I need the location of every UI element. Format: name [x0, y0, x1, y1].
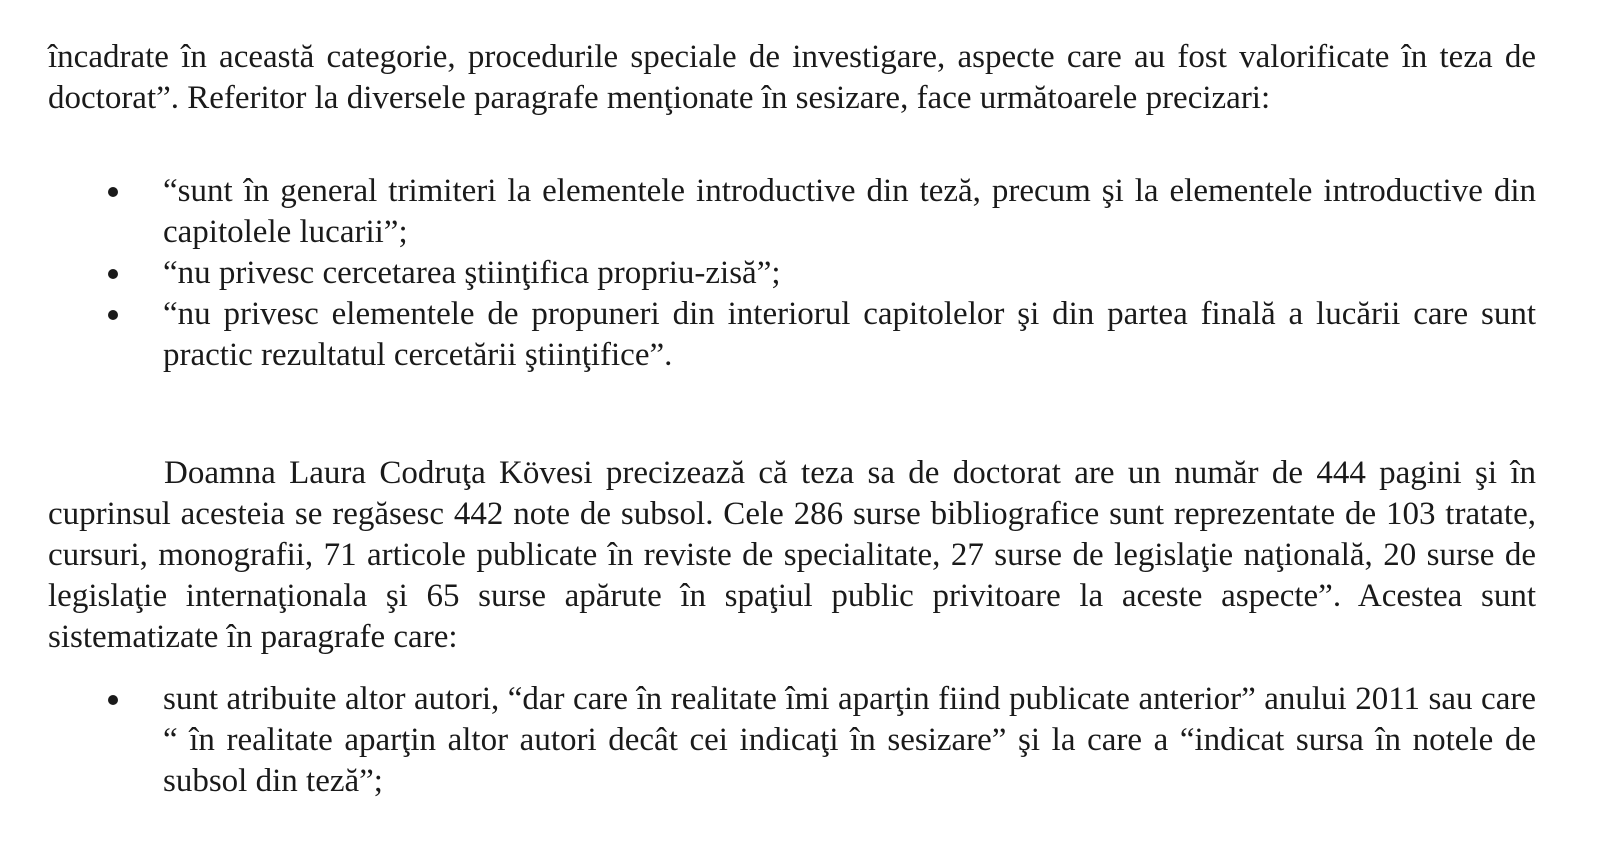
bullet-icon: [108, 695, 118, 705]
bullet-icon: [108, 269, 118, 279]
bullet-icon: [108, 187, 118, 197]
bullet-icon: [108, 310, 118, 320]
list-item: [0, 171, 1536, 253]
paragraph-procedures: încadrate în această categorie, procedurile speciale de investigare, aspecte care au fost valorificate în teza de doctorat”. Referitor la diversele paragrafe menţionate în sesizare, face următoarele precizari:: [48, 39, 1536, 116]
list-item: [0, 253, 1536, 294]
paragraph-thesis-statistics: Doamna Laura Codruţa Kövesi precizează că teza sa de doctorat are un număr de 444 pagini şi în cuprinsul acesteia se regăsesc 442 note de subsol. Cele 286 surse bibliografice sunt reprezentate de 103 tratate, cursuri, monografii, 71 articole publicate în reviste de specialitate, 27 surse de legislaţie naţională, 20 surse de legislaţie internaţionala şi 65 surse apărute în spaţiul public privitoare la aceste aspecte”. Acestea sunt sistematizate în paragrafe care:: [48, 455, 1536, 655]
list-item: [0, 294, 1536, 376]
bullet-list-paragraphs: [0, 679, 1536, 802]
list-item-text: “nu privesc elementele de propuneri din interiorul capitolelor şi din partea finală a lucării care sunt practic rezultatul cercetării ştiinţifice”.: [163, 296, 1536, 373]
list-item-text: sunt atribuite altor autori, “dar care în realitate îmi aparţin fiind publicate anterior” anului 2011 sau care “ în realitate aparţin altor autori decât cei indicaţi în sesizare” şi la care a “indicat sursa în notele de subsol din teză”;: [163, 681, 1536, 799]
bullet-list-clarifications: [0, 171, 1536, 376]
list-item-text: “sunt în general trimiteri la elementele introductive din teză, precum şi la elementele introductive din capitolele lucarii”;: [163, 173, 1536, 250]
list-item: [0, 679, 1536, 802]
list-item-text: “nu privesc cercetarea ştiinţifica propriu-zisă”;: [163, 255, 781, 291]
